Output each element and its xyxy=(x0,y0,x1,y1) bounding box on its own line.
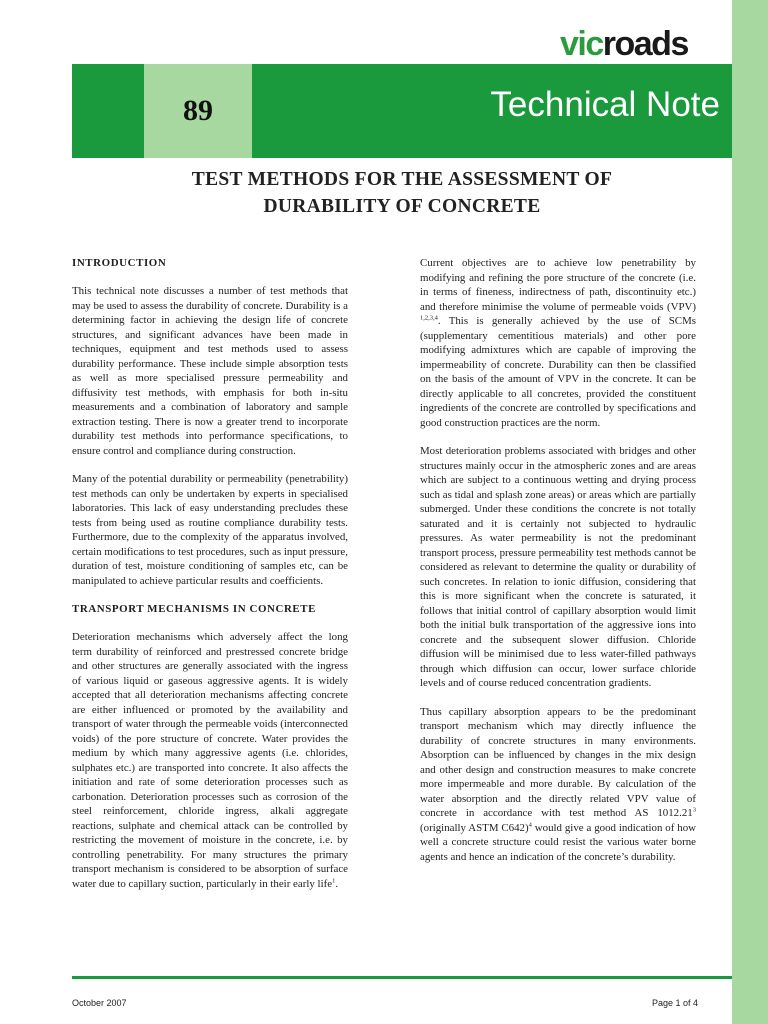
footer-date: October 2007 xyxy=(72,998,127,1008)
logo-vic: vic xyxy=(560,25,603,63)
capillary-paragraph xyxy=(420,705,696,865)
document-title xyxy=(72,166,732,220)
vicroads-logo xyxy=(560,24,710,64)
intro-paragraph-1: This technical note discusses a number of test methods that may be used to assess the durability of concrete. Durability is a determining factor in achieving the design life of concrete structures, and significant advances have been made in techniques, equipment and test methods used to assess durability performance. These include simple absorption tests as well as more specialised pressure permeability and diffusivity test methods, with emphasis for both in-situ measurements and a combination of laboratory and sample extraction testing. There is now a greater trend to incorporate durability test methods into performance specifications, to ensure control and compliance during construction. xyxy=(72,285,348,457)
transport-text-end: . xyxy=(335,877,339,890)
transport-text: Deterioration mechanisms which adversely affect the long term durability of reinforced and prestressed concrete bridge and other structures are generally associated with the ingress of various liquid or gaseous aggressive agents. It is widely accepted that all deterioration mechanisms affecting concrete are either influenced or promoted by the availability and transport of water through the permeable voids (interconnected voids) of the pore structure of concrete. Water provides the medium by which many aggressive agents (i.e. chlorides, sulphates etc.) are transported into concrete. It also affects the initiation and rate of some deterioration processes such as carbonation. Deterioration processes such as corrosion of the steel reinforcement, chloride ingress, alkali aggregate reactions, sulphate and chemical attack can be controlled by restricting the movement of moisture in the concrete, i.e. by controlling penetrability. For many structures the primary transport mechanism is considered to be absorption of surface water due to capillary suction, particularly in their early life xyxy=(72,631,348,890)
right-column xyxy=(420,256,696,878)
deterioration-paragraph: Most deterioration problems associated with bridges and other structures mainly occur in the atmospheric zones and are areas which are subject to a continuous wetting and drying process such as tidal and splash zone areas) or areas which are partially submerged. Under these conditions the concrete is not totally saturated and it is certainly not subjected to hydraulic pressures. As water permeability is not the predominant transport process, pressure permeability test methods cannot be considered as relevant to determine the quality or durability of such concretes. In relation to ionic diffusion, considering that this is more significant when the concrete is saturated, it follows that initial control of capillary absorption would limit both the initial bulk transportation of the aggressive ions into concrete and the subsequent slower diffusion. Chloride diffusion will be minimised due to less water-filled pathways through which diffusion can occur, lower surface chloride levels and of course reduced concentration gradients. xyxy=(420,445,696,689)
footnote-ref: 4 xyxy=(528,820,532,828)
title-line-1: TEST METHODS FOR THE ASSESSMENT OF xyxy=(191,169,613,190)
transport-paragraph xyxy=(72,630,348,891)
objectives-text-a: Current objectives are to achieve low penetrability by modifying and refining the pore structure of the concrete (i.e. in terms of fineness, indirectness of path, discontinuity etc.) and therefore minimise the volume of permeable voids (VPV) xyxy=(420,257,696,313)
objectives-paragraph xyxy=(420,256,696,430)
capillary-text-c: would give a good indication of how well a concrete structure could resist the various water borne agents and hence an indication of the concrete’s durability. xyxy=(420,821,696,863)
note-number: 89 xyxy=(183,94,213,127)
introduction-heading: INTRODUCTION xyxy=(72,257,167,269)
decorative-side-stripe xyxy=(732,0,768,1024)
intro-paragraph-2: Many of the potential durability or permeability (penetrability) test methods can only be undertaken by experts in specialised laboratories. This lack of easy understanding precludes these tests from being used as routine compliance durability tests. Furthermore, due to the complexity of the apparatus involved, certain modifications to test procedures, such as input pressure, duration of test, moisture conditioning of samples etc, can be manipulated to achieve particular results and coefficients. xyxy=(72,473,348,587)
transport-heading: TRANSPORT MECHANISMS IN CONCRETE xyxy=(72,603,317,615)
note-number-box xyxy=(144,64,252,158)
title-line-2: DURABILITY OF CONCRETE xyxy=(263,196,541,217)
footnote-ref: 3 xyxy=(692,806,696,814)
footnote-ref: 1,2,3,4 xyxy=(420,314,438,322)
capillary-text-b: (originally ASTM C642) xyxy=(420,821,529,834)
left-column xyxy=(72,256,348,905)
technical-note-label: Technical Note xyxy=(490,85,720,124)
logo-roads: roads xyxy=(602,25,688,63)
capillary-text-a: Thus capillary absorption appears to be the predominant transport mechanism which may directly influence the durability of concrete structures in many environments. Absorption can be influenced by changes in the mix design and other design and construction measures to make concrete more impermeable and more durable. By calculation of the water absorption and the directly related VPV value of concrete in accordance with test method AS 1012.21 xyxy=(420,705,696,819)
footnote-ref: 1 xyxy=(332,876,336,884)
objectives-text-b: . This is generally achieved by the use of SCMs (supplementary cementitious materials) and other pore modifying admixtures which are capable of improving the impermeability of concrete. Durability can then be classified on the basis of the amount of VPV in the concrete. It can be directly applicable to all concretes, provided the constituent ingredients of the concrete are controlled by specifications and good construction practices are the norm. xyxy=(420,315,696,429)
footer-page-number: Page 1 of 4 xyxy=(651,998,698,1008)
footer-rule xyxy=(72,976,732,979)
